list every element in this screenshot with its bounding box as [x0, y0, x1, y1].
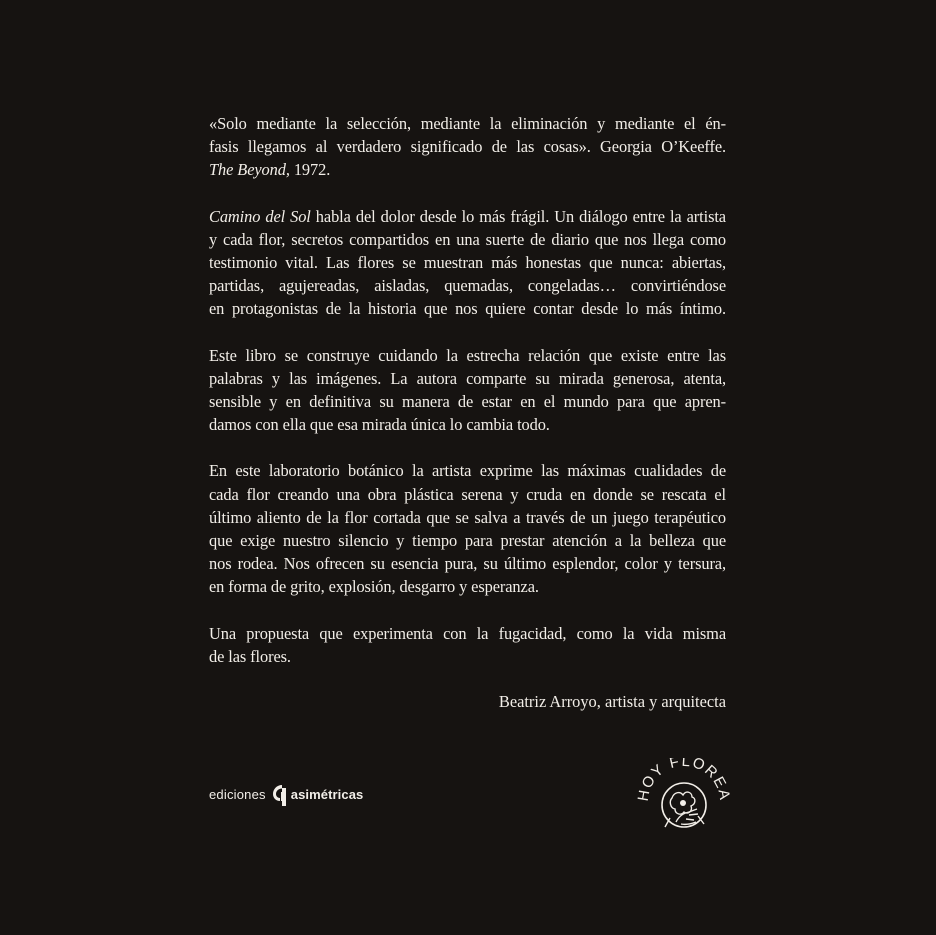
signature: Beatriz Arroyo, artista y arquitecta	[498, 692, 726, 711]
collection-badge	[634, 758, 734, 840]
paragraph-closing	[209, 622, 726, 668]
paragraph-line: de las flores.	[209, 646, 291, 666]
svg-text:HOY FLOREA	[635, 758, 734, 802]
publisher-prefix: ediciones	[209, 786, 266, 802]
paragraph-line: testimonio vital. Las flores se muestran más honestas que nunca: abiertas,	[209, 253, 726, 273]
paragraph-line: último aliento de la flor cortada que se salva a través de un juego terapéutico	[209, 507, 726, 527]
paragraph-line: y cada flor, secretos compartidos en una suerte de diario que nos llega como	[209, 229, 726, 249]
paragraph-line: partidas, agujereadas, aisladas, quemadas, congeladas… convirtiéndose	[209, 276, 726, 296]
publisher-mark-icon	[268, 782, 290, 806]
paragraph-line: palabras y las imágenes. La autora comparte su mirada generosa, atenta,	[209, 368, 726, 388]
back-cover-text	[209, 112, 726, 691]
epigraph-quote	[209, 112, 726, 182]
paragraph-book	[209, 344, 726, 437]
paragraph-line: en forma de grito, explosión, desgarro y esperanza.	[209, 577, 539, 597]
quote-source-title: The Beyond,	[209, 160, 290, 180]
paragraph-line	[209, 205, 726, 228]
quote-source-year: 1972.	[289, 160, 331, 180]
paragraph-line: nos rodea. Nos ofrecen su esencia pura, su último esplendor, color y tersura,	[209, 554, 726, 574]
paragraph-line: sensible y en definitiva su manera de estar en el mundo para que apren-	[209, 392, 726, 412]
book-title: Camino del Sol	[209, 206, 311, 226]
paragraph-intro	[209, 205, 726, 321]
quote-line: fasis llegamos al verdadero significado de las cosas». Georgia O’Keeffe.	[209, 137, 726, 157]
paragraph-line: En este laboratorio botánico la artista exprime las máximas cualidades de	[209, 461, 726, 481]
paragraph-line: cada flor creando una obra plástica serena y cruda en donde se rescata el	[209, 484, 726, 504]
paragraph-line: en protagonistas de la historia que nos quiere contar desde lo más íntimo.	[209, 299, 726, 319]
paragraph-line: Una propuesta que experimenta con la fugacidad, como la vida misma	[209, 623, 726, 643]
paragraph-line: que exige nuestro silencio y tiempo para prestar atención a la belleza que	[209, 531, 726, 551]
paragraph-line: Este libro se construye cuidando la estrecha relación que existe entre las	[209, 345, 726, 365]
quote-source	[209, 158, 726, 181]
publisher-logo	[209, 781, 363, 807]
quote-line: «Solo mediante la selección, mediante la eliminación y mediante el én-	[209, 114, 726, 133]
badge-text: HOY FLOREA	[634, 758, 734, 803]
paragraph-line-text: habla del dolor desde lo más frágil. Un diálogo entre la artista	[310, 206, 726, 226]
publisher-name: asimétricas	[290, 786, 364, 802]
paragraph-line: damos con ella que esa mirada única lo cambia todo.	[209, 415, 550, 435]
paragraph-lab	[209, 459, 726, 598]
hand-flower-icon	[634, 758, 734, 840]
